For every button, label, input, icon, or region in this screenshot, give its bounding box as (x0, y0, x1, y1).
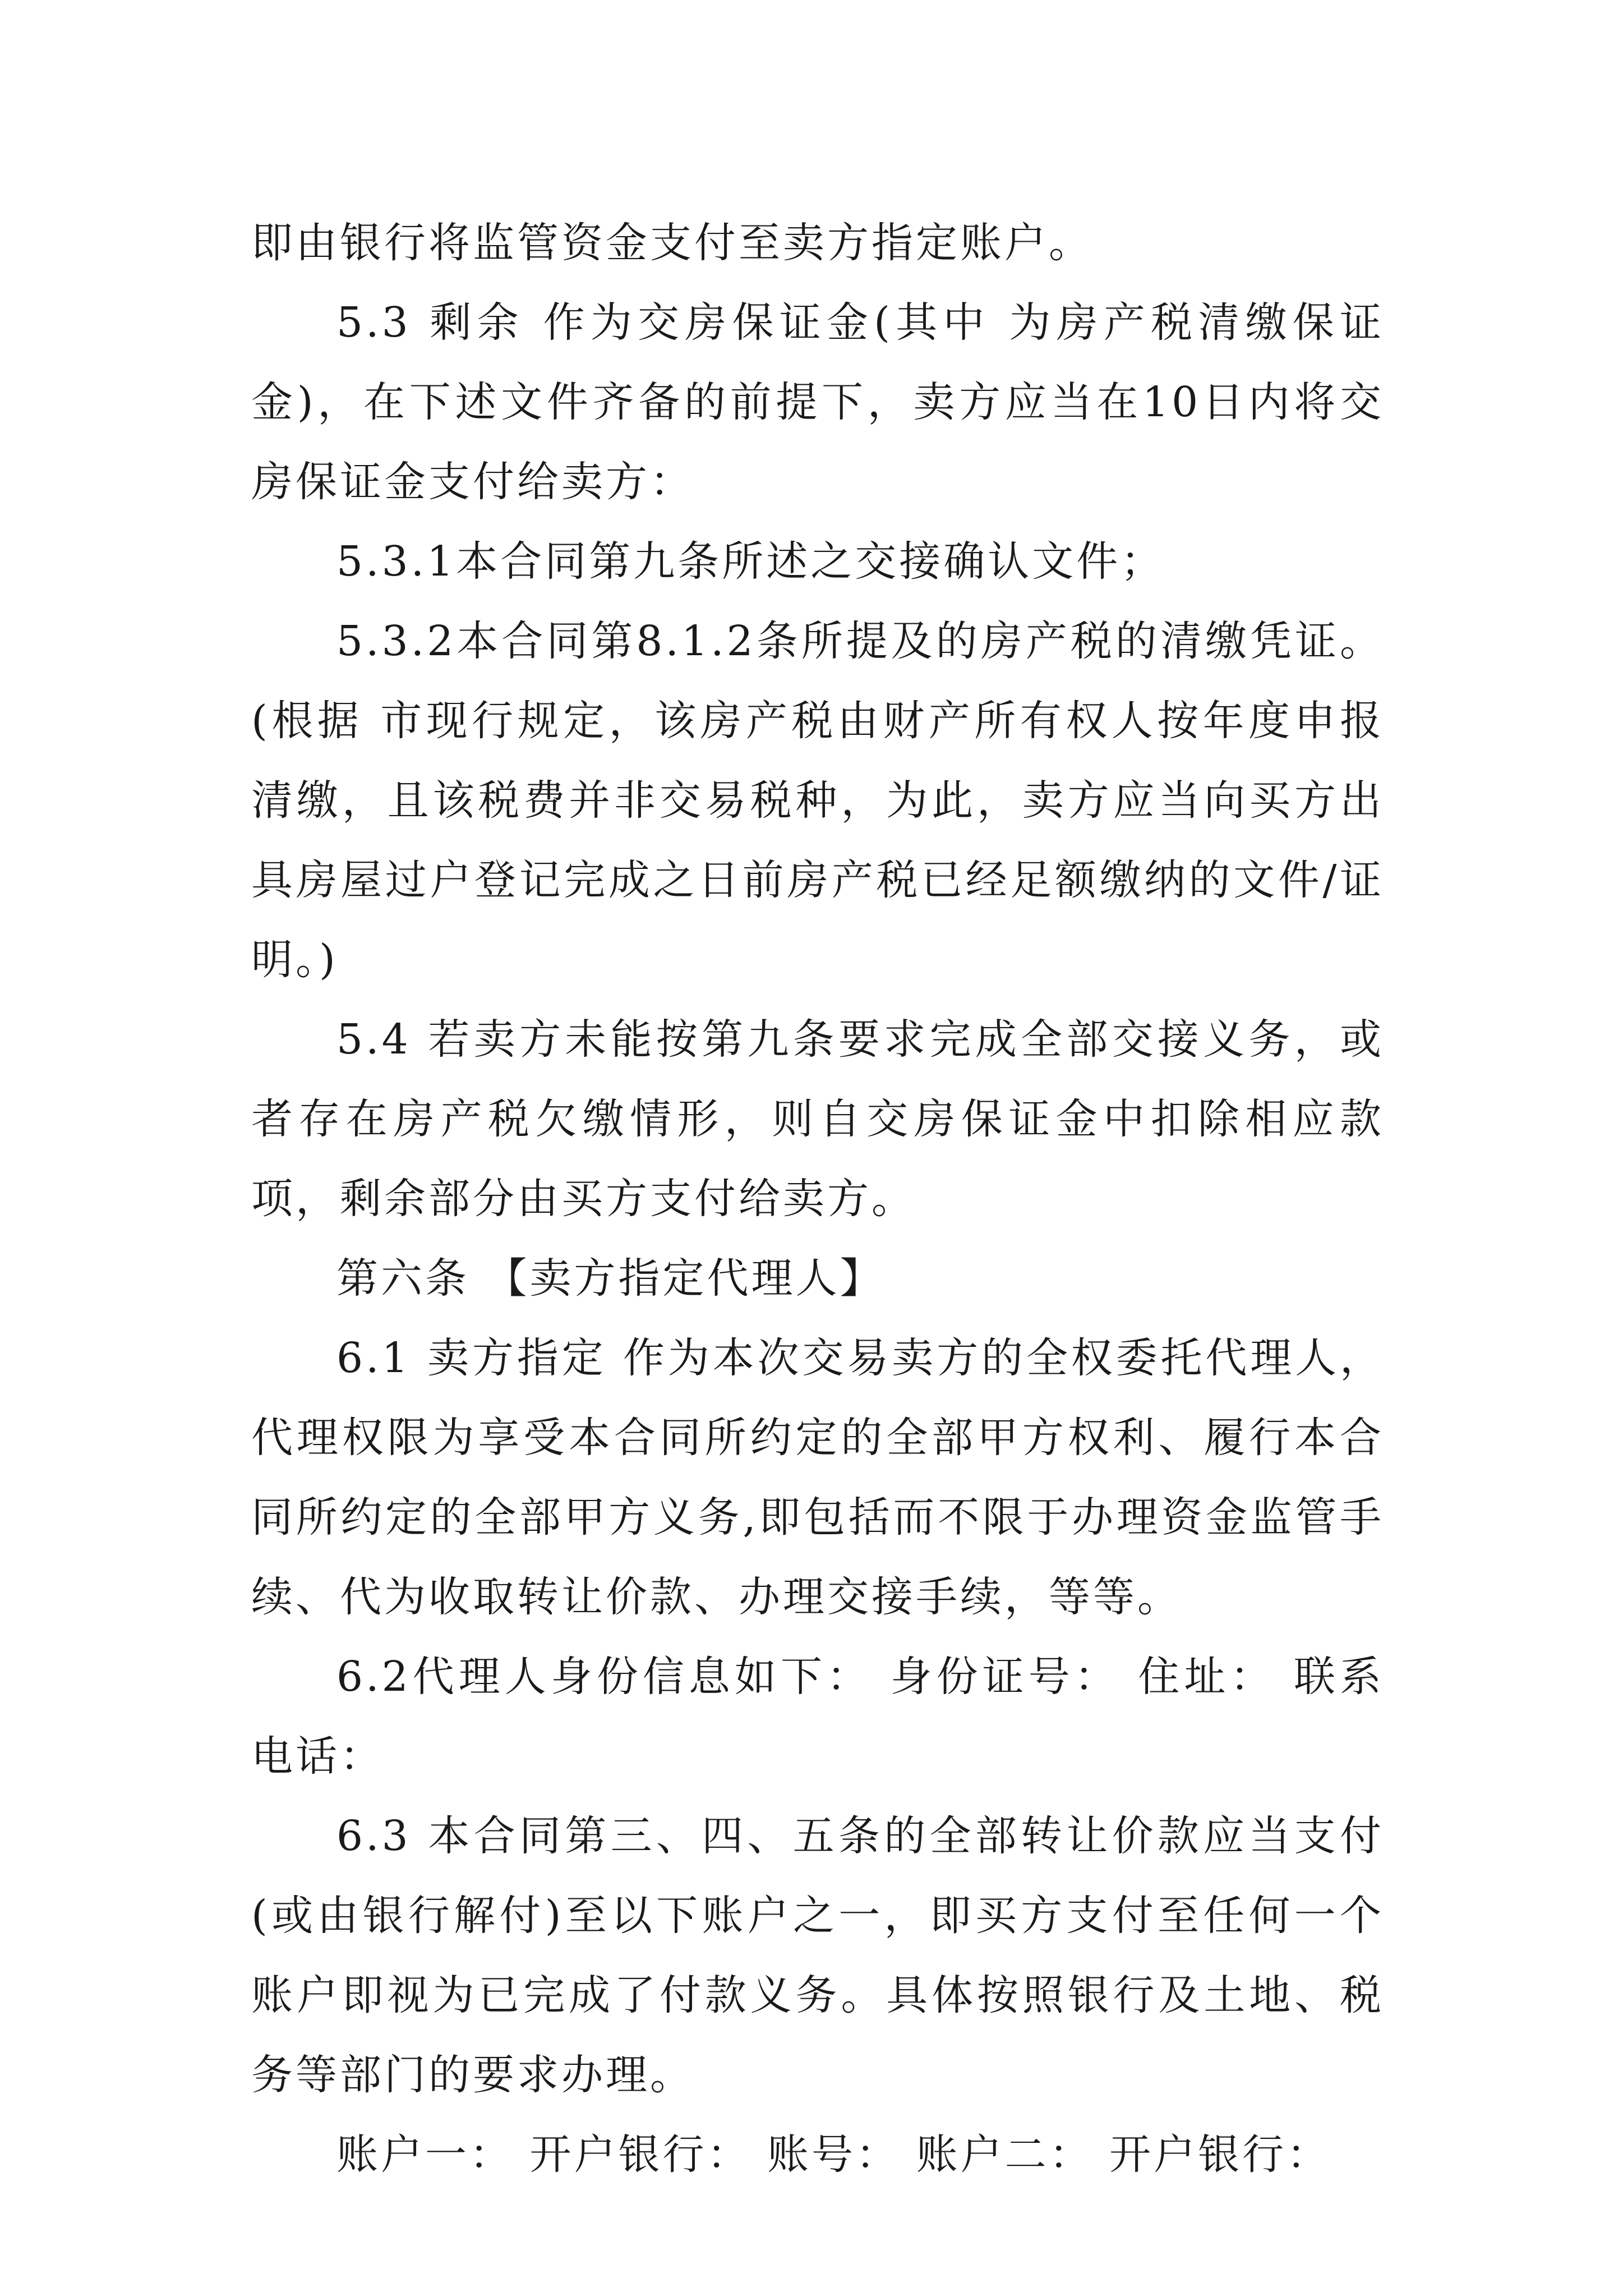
clause-6-3: 6.3 本合同第三、四、五条的全部转让价款应当支付(或由银行解付)至以下账户之一，即买方支付至任何一个账户即视为已完成了付款义务。具体按照银行及土地、税务等部门的要求办理。 (251, 1812, 1384, 2099)
clause-5-3-2: 5.3.2本合同第8.1.2条所提及的房产税的清缴凭证。(根据 市现行规定，该房产税由财产所有权人按年度申报清缴，且该税费并非交易税种，为此，卖方应当向买方出具房屋过户登记完成之日前房产税已经足额缴纳的文件/证明。) (251, 617, 1384, 984)
account-info-line: 账户一： 开户银行： 账号： 账户二： 开户银行： (336, 2131, 1331, 2179)
paragraph-continuation: 即由银行将监管资金支付至卖方指定账户。 (251, 219, 1093, 267)
document-body (251, 203, 1384, 2194)
clause-5-3: 5.3 剩余 作为交房保证金(其中 为房产税清缴保证金)，在下述文件齐备的前提下，卖方应当在10日内将交房保证金支付给卖方： (251, 298, 1384, 506)
clause-6-1: 6.1 卖方指定 作为本次交易卖方的全权委托代理人，代理权限为享受本合同所约定的全部甲方权利、履行本合同所约定的全部甲方义务,即包括而不限于办理资金监管手续、代为收取转让价款、办理交接手续，等等。 (251, 1334, 1384, 1621)
article-6-heading: 第六条 【卖方指定代理人】 (336, 1254, 884, 1303)
clause-5-3-1: 5.3.1本合同第九条所述之交接确认文件； (336, 537, 1165, 586)
clause-5-4: 5.4 若卖方未能按第九条要求完成全部交接义务，或者存在房产税欠缴情形，则自交房保证金中扣除相应款项，剩余部分由买方支付给卖方。 (251, 1015, 1384, 1223)
clause-6-2: 6.2代理人身份信息如下： 身份证号： 住址： 联系电话： (251, 1653, 1384, 1780)
